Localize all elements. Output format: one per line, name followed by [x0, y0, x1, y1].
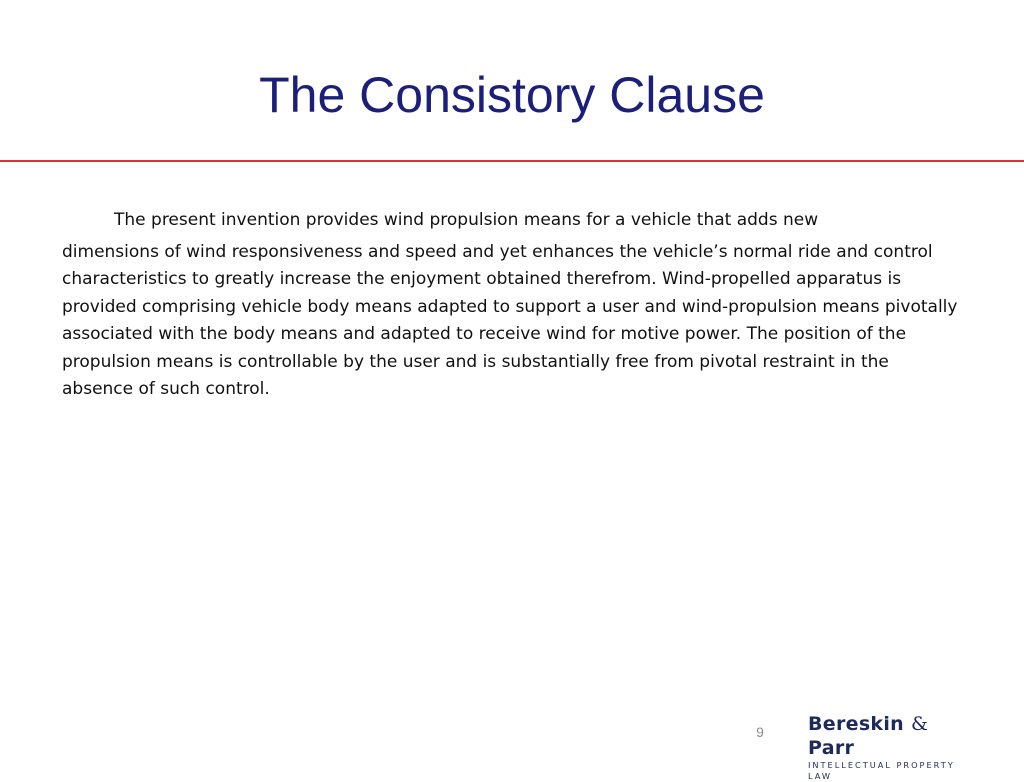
logo-tagline: INTELLECTUAL PROPERTY LAW: [808, 760, 955, 781]
logo-ampersand: &: [910, 713, 929, 735]
page-number: 9: [756, 724, 764, 740]
logo-wordmark: [808, 712, 978, 760]
logo-name-part1: Bereskin: [808, 713, 905, 735]
title-divider: [0, 160, 1024, 162]
slide-title: The Consistory Clause: [259, 67, 765, 123]
paragraph-rest: dimensions of wind responsiveness and speed and yet enhances the vehicle’s normal ride and control characteristics to greatly increase the enjoyment obtained therefrom. Wind-propelled apparatus is provided comprising vehicle body means adapted to support a user and wind-propulsion means pivotally associated with the body means and adapted to receive wind for motive power. The position of the propulsion means is controllable by the user and is substantially free from pivotal restraint in the absence of such control.: [62, 241, 958, 399]
company-logo: [808, 712, 978, 781]
body-paragraph: [62, 207, 962, 404]
logo-name-part2: Parr: [808, 737, 855, 759]
paragraph-first-line: The present invention provides wind propulsion means for a vehicle that adds new: [114, 210, 819, 230]
